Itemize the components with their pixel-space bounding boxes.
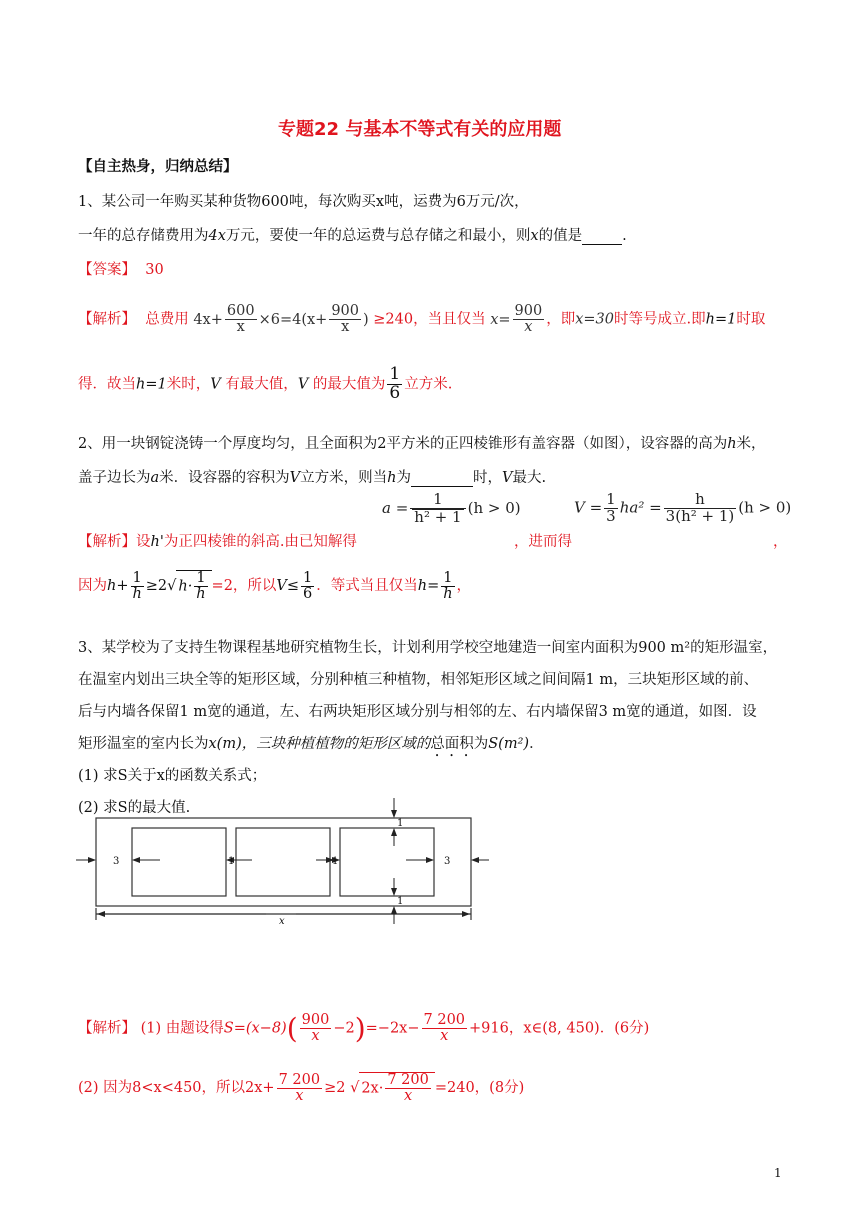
q3-line1: 3、某学校为了支持生物课程基地研究植物生长，计划利用学校空地建造一间室内面积为900 m²的矩形温室， <box>78 640 778 656</box>
plot-left <box>132 828 226 896</box>
label-left-3: 3 <box>113 856 120 867</box>
label-gap-1a: 1 <box>228 856 235 867</box>
page-number: 1 <box>774 1166 782 1180</box>
greenhouse-figure <box>76 796 490 928</box>
plot-middle <box>236 828 330 896</box>
q1-line1: 1、某公司一年购买某种货物600吨，每次购买x吨，运费为6万元/次， <box>78 194 529 210</box>
analysis-2-line2: 因为h+ $\frac{1}{h} \ge 2√$ h· $\frac{1}{h} =2$，所以V≤ $\frac{1}{6}$ ．等式当且仅当h= $\frac{1}{h}$ ， <box>78 569 472 603</box>
analysis-2-line1: 【解析】设h'为正四棱锥的斜高.由已知解得 ，进而得 ， <box>78 534 788 550</box>
q3-line2: 在温室内划出三块全等的矩形区域，分别种植三种植物，相邻矩形区域之间间隔1 m，三块矩形区域的前、 <box>78 672 759 688</box>
label-right-3: 3 <box>444 856 451 867</box>
label-top-1: 1 <box>397 818 404 829</box>
q1-line2: 一年的总存储费用为4x万元，要使一年的总运费与总存储之和最小，则x的值是 . <box>78 228 627 244</box>
page-title: 专题22 与基本不等式有关的应用题 <box>278 119 562 140</box>
outer-wall <box>96 818 471 906</box>
label-gap-1b: 1 <box>332 856 339 867</box>
equation-a: a = $\frac{1}{\text{h² + 1}}$ (h > 0) <box>382 490 521 526</box>
section-heading: 【自主热身，归纳总结】 <box>78 158 238 175</box>
q2-line1: 2、用一块钢锭浇铸一个厚度均匀，且全面积为2平方米的正四棱锥形有盖容器（如图），设容器的高为h米， <box>78 436 766 452</box>
q3-line3: 后与内墙各保留1 m宽的通道，左、右两块矩形区域分别与相邻的左、右内墙保留3 m宽的通道，如图．设 <box>78 704 757 720</box>
q2-line2: 盖子边长为a米．设容器的容积为V立方米，则当h为 时，V最大. <box>78 470 547 486</box>
q3-line4: 矩形温室的室内长为x(m)，三块种植植物的矩形区域的总面积为S(m²)． <box>78 736 544 752</box>
analysis-3-line1: 【解析】 (1) 由题设得S=(x−8)( $\frac{900}{x} -2)=-2x-$ $\frac{7 200}{x} +916$，x∈(8, 450)．(6分) <box>78 1011 650 1045</box>
analysis-1-line2: 得．故当h=1米时，V 有最大值，V 的最大值为 $\frac{1}{6}$ 立方米. <box>78 364 453 403</box>
analysis-1-line1: 【解析】 总费用 4x+ $\frac{600}{x}$ ×6=4(x+ $\frac{900}{x}$ ) ≥240，当且仅当 x= $\frac{900}{x}$ ，即x=30时等号成立.即h=1时取 <box>78 303 766 336</box>
q3-sub1: (1) 求S关于x的函数关系式； <box>78 768 267 784</box>
label-x: x <box>279 916 285 927</box>
answer-1: 【答案】 30 <box>78 262 164 278</box>
equation-v: V = $\frac{1}{3}$ ha² = $\frac{h}{\text{3(h² + 1)}}$ (h > 0) <box>574 490 792 525</box>
analysis-3-line2: (2) 因为8<x<450，所以2x+ $\frac{7 200}{x} \ge 2$ √ 2x· $\frac{7 200}{x} =240$，(8分) <box>78 1071 525 1105</box>
plot-right <box>340 828 434 896</box>
q3-sub2: (2) 求S的最大值. <box>78 800 191 816</box>
label-bottom-1: 1 <box>397 896 404 907</box>
